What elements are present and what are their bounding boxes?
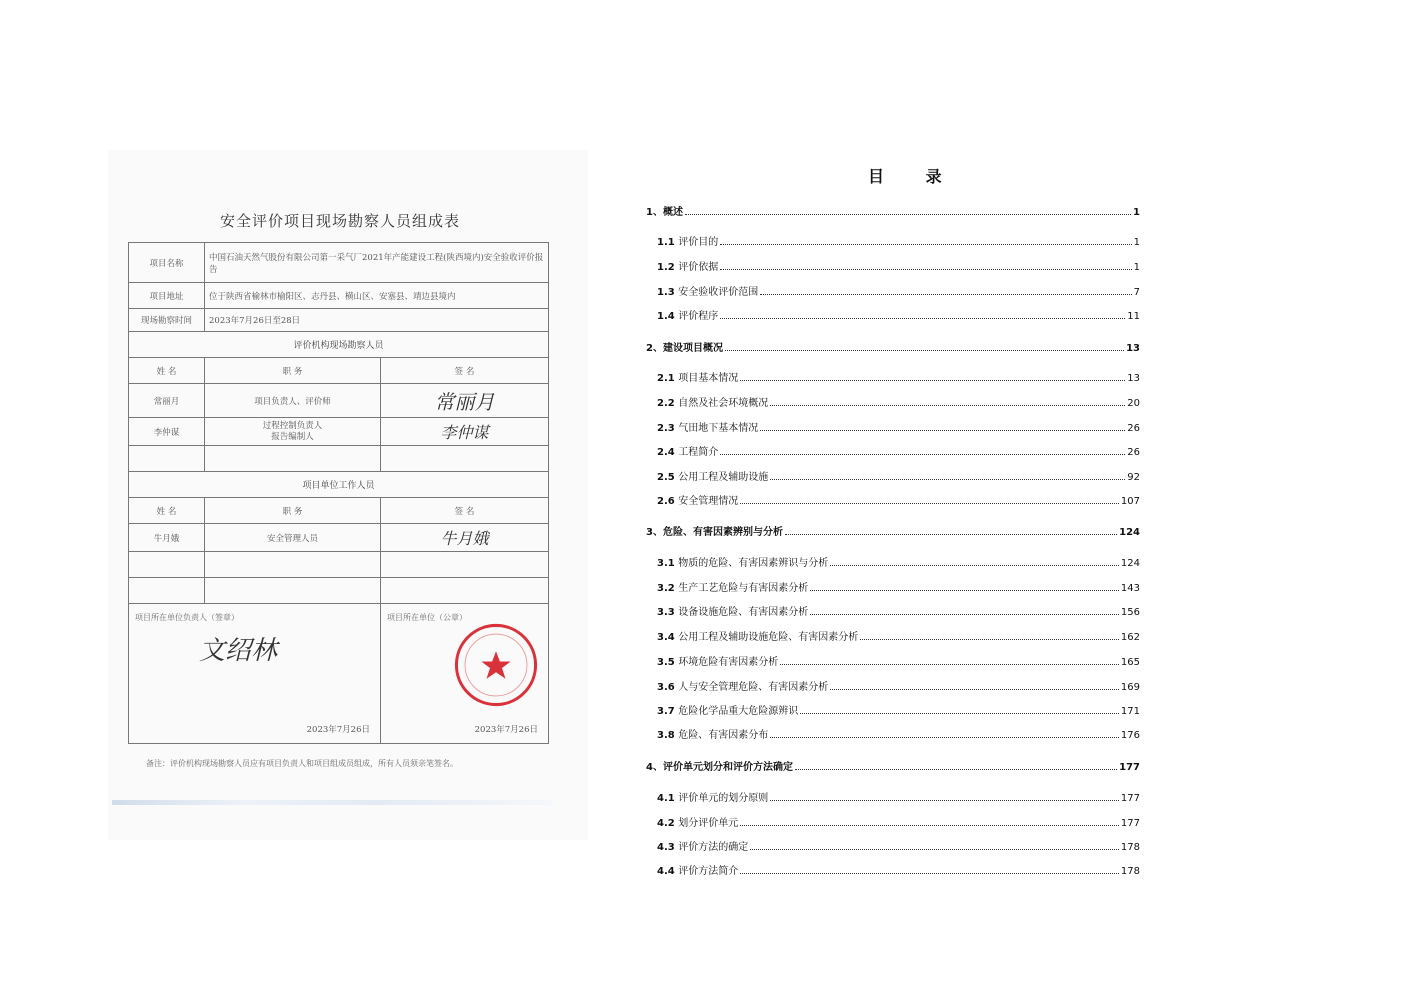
toc-entry-number: 4.2 [657,818,679,829]
table-row-empty [129,446,549,472]
toc-entry[interactable] [657,677,1140,693]
toc-entry-title: 划分评价单元 [678,818,739,829]
toc-entry-number: 4.3 [657,842,679,853]
toc-entry[interactable] [657,725,1140,741]
toc-leader-dots [740,825,1119,826]
toc-entry-number: 3.4 [657,632,679,643]
toc-entry-title: 评价依据 [678,262,719,273]
column-header: 职 务 [205,498,381,524]
table-row [129,332,549,358]
toc-entry[interactable] [657,861,1140,877]
toc-entry[interactable] [657,282,1140,298]
toc-page-number: 156 [1120,607,1140,618]
toc-page-number: 178 [1120,842,1140,853]
toc-entry-number: 4、 [646,762,663,773]
evaluator-section-heading: 评价机构现场勘察人员 [129,332,549,358]
toc-page-number: 177 [1120,793,1140,804]
person-name: 牛月娥 [129,524,205,552]
toc-entry[interactable] [657,393,1140,409]
toc-leader-dots [720,318,1125,319]
person-role: 安全管理人员 [205,524,381,552]
toc-entry[interactable] [657,257,1140,273]
toc-entry[interactable] [657,232,1140,248]
toc-entry-title: 项目基本情况 [678,373,739,384]
toc-entry-number: 4.1 [657,793,679,804]
toc-entry-title: 评价程序 [678,311,719,322]
toc-page-number: 20 [1127,398,1140,409]
toc-page-number: 177 [1120,818,1140,829]
project-name-value: 中国石油天然气股份有限公司第一采气厂2021年产能建设工程(陕西境内)安全验收评价报告 [205,243,549,283]
toc-entry-title: 人与安全管理危险、有害因素分析 [678,682,829,693]
toc-entry-title: 危险、有害因素分布 [678,730,769,741]
toc-leader-dots [810,614,1119,615]
unit-caption: 项目所在单位（公章） [387,613,467,622]
toc-entry[interactable] [657,306,1140,322]
toc-entry-title: 物质的危险、有害因素辨识与分析 [678,558,829,569]
unit-date: 2023年7月26日 [474,725,538,735]
toc-entry[interactable] [646,757,1140,773]
toc-page-number: 165 [1120,657,1140,668]
toc-page-number: 107 [1120,496,1140,507]
table-header-row [129,358,549,384]
leader-signature-cell [129,604,381,744]
table-row [129,309,549,332]
column-header: 姓 名 [129,498,205,524]
table-row [129,524,549,552]
toc-leader-dots [780,664,1119,665]
toc-entry[interactable] [657,553,1140,569]
toc-entry[interactable] [657,368,1140,384]
toc-entry-title: 安全验收评价范围 [678,287,759,298]
toc-leader-dots [770,800,1119,801]
toc-entry[interactable] [657,813,1140,829]
toc-entry[interactable] [657,652,1140,668]
table-row [129,418,549,446]
toc-entry-title: 评价单元的划分原则 [678,793,769,804]
toc-entry-title: 评价单元划分和评价方法确定 [662,762,793,773]
toc-leader-dots [795,769,1117,770]
leader-caption: 项目所在单位负责人（签章） [135,613,239,622]
toc-entry-title: 危险、有害因素辨别与分析 [662,527,783,538]
toc-leader-dots [770,405,1125,406]
toc-entry-title: 工程简介 [678,447,719,458]
survey-form-page [108,150,588,840]
toc-entry-number: 3、 [646,527,663,538]
field-label: 项目名称 [129,243,205,283]
toc-entry[interactable] [657,467,1140,483]
toc-entry[interactable] [657,701,1140,717]
toc-entry-number: 3.6 [657,682,679,693]
table-row-empty [129,552,549,578]
toc-entry-number: 4.4 [657,866,679,877]
toc-leader-dots [800,713,1119,714]
toc-entry[interactable] [657,788,1140,804]
toc-entry-number: 2.5 [657,472,679,483]
column-header: 职 务 [205,358,381,384]
toc-page-number: 92 [1127,472,1140,483]
toc-leader-dots [750,849,1119,850]
toc-entry-number: 3.8 [657,730,679,741]
table-header-row [129,498,549,524]
toc-leader-dots [725,350,1124,351]
table-row [129,604,549,744]
form-title: 安全评价项目现场勘察人员组成表 [220,212,461,230]
survey-time-value: 2023年7月26日至28日 [205,309,549,332]
toc-entry[interactable] [646,522,1140,538]
toc-page-number: 124 [1119,527,1140,538]
toc-entry-title: 建设项目概况 [662,343,723,354]
field-label: 现场勘察时间 [129,309,205,332]
toc-entry-title: 公用工程及辅助设施危险、有害因素分析 [678,632,859,643]
column-header: 签 名 [381,358,549,384]
toc-leader-dots [720,454,1125,455]
toc-page-number: 143 [1120,583,1140,594]
toc-page-number: 7 [1133,287,1140,298]
toc-entry[interactable] [646,202,1140,218]
toc-page-number: 13 [1127,373,1140,384]
toc-entry[interactable] [657,837,1140,853]
unit-seal-cell [381,604,549,744]
toc-leader-dots [760,430,1125,431]
column-header: 签 名 [381,498,549,524]
toc-entry-title: 评价目的 [678,237,719,248]
person-role: 过程控制负责人 报告编制人 [205,418,381,446]
toc-leader-dots [770,737,1119,738]
toc-page-number: 124 [1120,558,1140,569]
toc-page-number: 1 [1133,237,1140,248]
leader-date: 2023年7月26日 [306,725,370,735]
toc-entry-number: 1.4 [657,311,679,322]
toc-entry-number: 3.1 [657,558,679,569]
toc-entry-number: 1.3 [657,287,679,298]
toc-entry-number: 3.2 [657,583,679,594]
toc-page-number: 1 [1133,207,1140,218]
toc-leader-dots [830,565,1119,566]
toc-leader-dots [740,873,1119,874]
toc-page-number: 13 [1126,343,1140,354]
form-note: 备注：评价机构现场勘察人员应有项目负责人和项目组成员组成，所有人员须亲笔签名。 [146,759,458,768]
project-address-value: 位于陕西省榆林市榆阳区、志丹县、横山区、安塞县、靖边县境内 [205,283,549,309]
table-row [129,243,549,283]
toc-entry-number: 3.7 [657,706,679,717]
toc-entry-number: 3.3 [657,607,679,618]
toc-entry-title: 公用工程及辅助设施 [678,472,769,483]
toc-entry-number: 2.4 [657,447,679,458]
toc-entry-title: 安全管理情况 [678,496,739,507]
toc-entry-title: 设备设施危险、有害因素分析 [678,607,809,618]
toc-entry-title: 生产工艺危险与有害因素分析 [678,583,809,594]
toc-leader-dots [770,479,1125,480]
person-name: 李仲谋 [129,418,205,446]
toc-entry-number: 2、 [646,343,663,354]
handwritten-signature: 文绍林 [199,636,278,666]
toc-page-number: 171 [1120,706,1140,717]
toc-page-number: 26 [1127,447,1140,458]
table-row [129,283,549,309]
toc-leader-dots [860,639,1119,640]
toc-entry-number: 2.3 [657,423,679,434]
column-header: 姓 名 [129,358,205,384]
toc-title: 目 录 [868,167,960,186]
toc-leader-dots [720,269,1131,270]
person-name: 常丽月 [129,384,205,418]
toc-entry-number: 2.2 [657,398,679,409]
toc-page-number: 11 [1127,311,1140,322]
unit-section-heading: 项目单位工作人员 [129,472,549,498]
table-row-empty [129,578,549,604]
toc-page-number: 26 [1127,423,1140,434]
toc-leader-dots [685,214,1131,215]
toc-entry-title: 概述 [662,207,683,218]
official-seal-icon [453,622,539,708]
handwritten-signature: 李仲谋 [381,418,549,446]
toc-leader-dots [740,503,1119,504]
field-label: 项目地址 [129,283,205,309]
toc-entry[interactable] [657,491,1140,507]
toc-entry-number: 2.6 [657,496,679,507]
toc-entry[interactable] [657,418,1140,434]
toc-entry-number: 1.2 [657,262,679,273]
toc-leader-dots [810,590,1119,591]
toc-entry-title: 评价方法简介 [678,866,739,877]
toc-entry-number: 1、 [646,207,663,218]
toc-entry[interactable] [657,578,1140,594]
toc-entry-number: 1.1 [657,237,679,248]
person-role: 项目负责人、评价师 [205,384,381,418]
toc-entry-title: 评价方法的确定 [678,842,749,853]
toc-entry-title: 环境危险有害因素分析 [678,657,779,668]
toc-entry[interactable] [657,442,1140,458]
toc-page-number: 1 [1133,262,1140,273]
toc-entry-number: 2.1 [657,373,679,384]
toc-page-number: 176 [1120,730,1140,741]
toc-leader-dots [830,689,1119,690]
toc-entry-title: 危险化学品重大危险源辨识 [678,706,799,717]
toc-entry[interactable] [646,338,1140,354]
table-row [129,472,549,498]
toc-page-number: 178 [1120,866,1140,877]
handwritten-signature: 常丽月 [381,384,549,418]
toc-entry-title: 气田地下基本情况 [678,423,759,434]
table-row [129,384,549,418]
toc-leader-dots [740,380,1125,381]
scan-artifact [112,800,552,805]
survey-table [128,242,549,744]
handwritten-signature: 牛月娥 [381,524,549,552]
toc-entry-number: 3.5 [657,657,679,668]
toc-page-number: 169 [1120,682,1140,693]
toc-leader-dots [760,294,1131,295]
toc-leader-dots [785,534,1117,535]
toc-page-number: 162 [1120,632,1140,643]
toc-leader-dots [720,244,1131,245]
toc-page-number: 177 [1119,762,1140,773]
toc-entry[interactable] [657,602,1140,618]
toc-entry[interactable] [657,627,1140,643]
toc-entry-title: 自然及社会环境概况 [678,398,769,409]
